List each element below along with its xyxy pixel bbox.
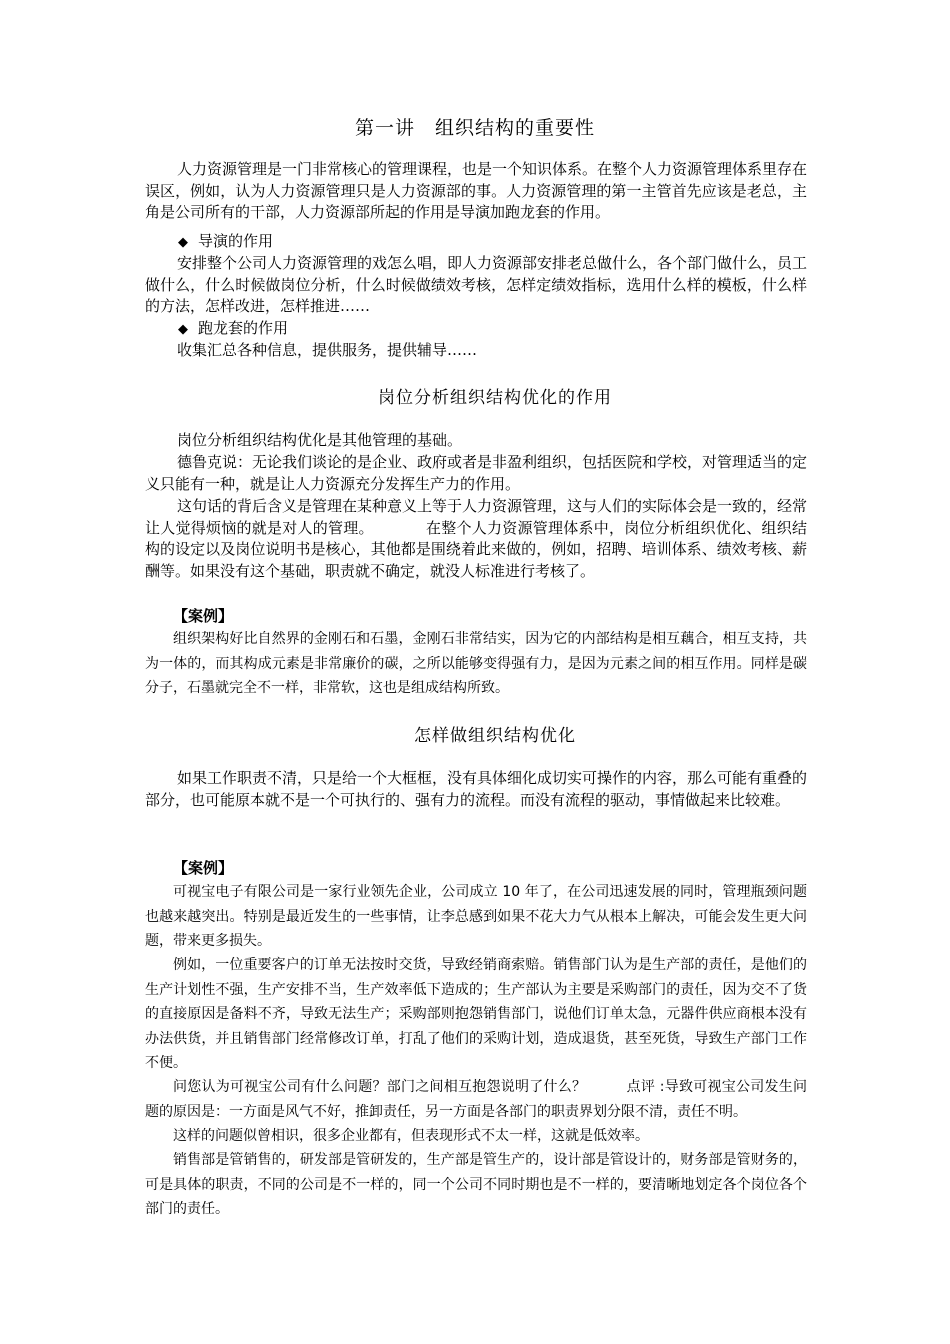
case-label-1: 【案例】 <box>173 607 234 625</box>
intro-paragraph: 人力资源管理是一门非常核心的管理课程，也是一个知识体系。在整个人力资源管理体系里存在误区，例如，认为人力资源管理只是人力资源部的事。人力资源管理的第一主管首先应该是老总，主角是公司所有的干部，人力资源部所起的作用是导演加跑龙套的作用。 <box>145 160 808 222</box>
bullet-support-label: 跑龙套的作用 <box>198 319 289 337</box>
meaning-text-a: 这句话的背后含义是管理在某种意义上等于人力资源管理，这与人们的实际体会是一致的，经常让人觉得烦恼的就是对人的管理。 <box>145 497 808 537</box>
case-label-2: 【案例】 <box>173 859 234 877</box>
diamond-bullet-icon: ◆ <box>178 235 188 250</box>
case-diamond-paragraph: 组织架构好比自然界的金刚石和石墨，金刚石非常结实，因为它的内部结构是相互藕合，相互支持，共为一体的，而其构成元素是非常廉价的碳，之所以能够变得强有力，是因为元素之间的相互作用。同样是碳分子，石墨就完全不一样，非常软，这也是组成结构所致。 <box>145 631 807 696</box>
bullet-director <box>178 231 273 254</box>
section-heading-optimization: 怎样做组织结构优化 <box>414 726 576 746</box>
case-comment-text: 点评 :导致可视宝公司发生问题的原因是：一方面是风气不好，推卸责任，另一方面是各部门的职责界划分限不清，责任不明。 <box>145 1079 808 1120</box>
director-paragraph: 安排整个公司人力资源管理的戏怎么唱，即人力资源部安排老总做什么，各个部门做什么，员工做什么，什么时候做岗位分析，什么时候做绩效考核，怎样定绩效指标，选用什么样的模板，什么样的方法，怎样改进，怎样推进…… <box>145 254 808 316</box>
case-departments-paragraph: 销售部是管销售的，研发部是管研发的，生产部是管生产的，设计部是管设计的，财务部是管财务的，可是具体的职责，不同的公司是不一样的，同一个公司不同时期也是不一样的，要清晰地划定各个岗位各个部门的责任。 <box>145 1152 807 1217</box>
meaning-paragraph <box>145 496 807 583</box>
responsibility-paragraph: 如果工作职责不清，只是给一个大框框，没有具体细化成切实可操作的内容，那么可能有重叠的部分，也可能原本就不是一个可执行的、强有力的流程。而没有流程的驱动，事情做起来比较难。 <box>145 769 808 809</box>
page-title: 第一讲 组织结构的重要性 <box>354 117 595 139</box>
foundation-paragraph: 岗位分析组织结构优化是其他管理的基础。 <box>177 431 463 449</box>
bullet-director-label: 导演的作用 <box>198 232 274 250</box>
diamond-bullet-icon: ◆ <box>178 322 188 337</box>
support-paragraph: 收集汇总各种信息，提供服务，提供辅导…… <box>177 341 478 359</box>
case-question-text: 问您认为可视宝公司有什么问题？部门之间相互抱怨说明了什么？ <box>173 1079 587 1095</box>
case-company-paragraph: 可视宝电子有限公司是一家行业领先企业，公司成立 10 年了，在公司迅速发展的同时，管理瓶颈问题也越来越突出。特别是最近发生的一些事情，让李总感到如果不花大力气从根本上解决，可能会发生更大问题，带来更多损失。 <box>145 884 807 949</box>
case-question-paragraph <box>145 1075 807 1124</box>
case-efficiency-paragraph: 这样的问题似曾相识，很多企业都有，但表现形式不太一样，这就是低效率。 <box>173 1128 649 1144</box>
case-example-paragraph: 例如，一位重要客户的订单无法按时交货，导致经销商索赔。销售部门认为是生产部的责任，是他们的生产计划性不强，生产安排不当，生产效率低下造成的；生产部认为主要是采购部门的责任，因为交不了货的直接原因是备料不齐，导致无法生产；采购部则抱怨销售部门，说他们订单太急，元器件供应商根本没有办法供货，并且销售部门经常修改订单，打乱了他们的采购计划，造成退货，甚至死货，导致生产部门工作不便。 <box>145 957 807 1071</box>
bullet-support <box>178 318 288 341</box>
section-heading-job-analysis: 岗位分析组织结构优化的作用 <box>378 388 612 408</box>
drucker-paragraph: 德鲁克说：无论我们谈论的是企业、政府或者是非盈利组织，包括医院和学校，对管理适当的定义只能有一种，就是让人力资源充分发挥生产力的作用。 <box>145 453 808 493</box>
meaning-text-b: 在整个人力资源管理体系中，岗位分析组织优化、组织结构的设定以及岗位说明书是核心，其他都是围绕着此来做的，例如，招聘、培训体系、绩效考核、薪酬等。如果没有这个基础，职责就不确定，就没人标准进行考核了。 <box>145 518 807 581</box>
